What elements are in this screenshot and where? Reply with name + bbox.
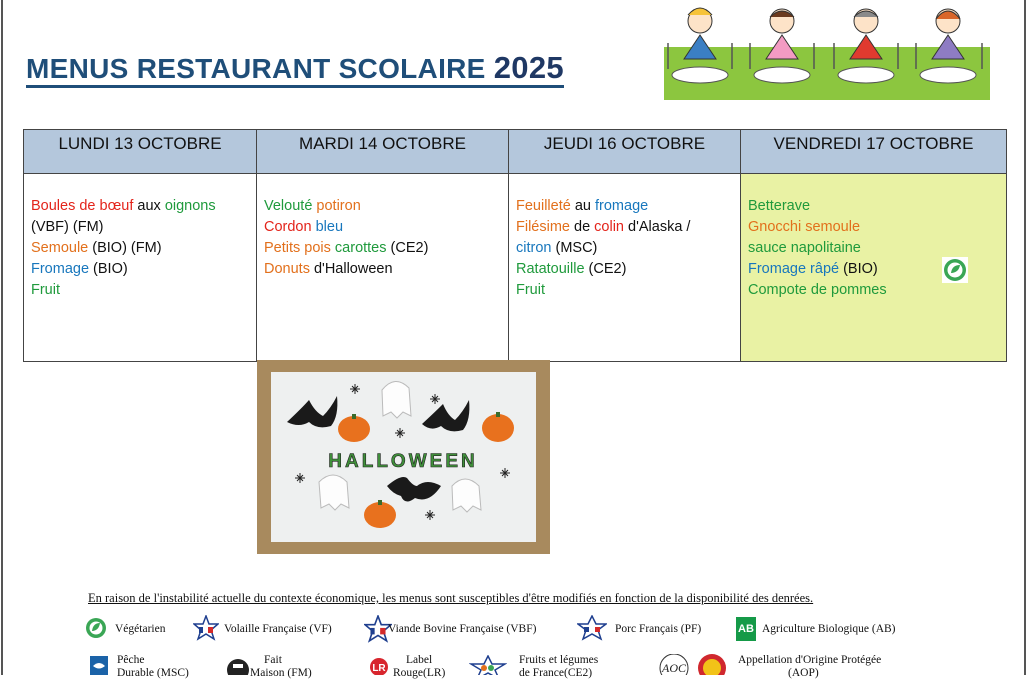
vegetarian-icon <box>942 257 968 283</box>
weekly-menu-table <box>23 129 1007 362</box>
menu-cell-tuesday: Velouté potiron Cordon bleu Petits pois carottes (CE2) Donuts d'Halloween <box>257 174 509 362</box>
fruits-vegetables-france-logo-icon <box>469 655 507 675</box>
page-border-left <box>1 0 3 675</box>
legend-french-pork: Porc Français (PF) <box>615 623 702 635</box>
legend-msc-line2: Durable (MSC) <box>117 667 189 679</box>
label-rouge-logo-icon <box>366 656 392 675</box>
child-1 <box>684 8 716 59</box>
halloween-word: HALLOWEEN <box>328 451 478 472</box>
legend-homemade-line2: Maison (FM) <box>250 667 312 679</box>
legend-label-rouge-line1: Label <box>406 654 433 666</box>
legend-ce2-line2: de France(CE2) <box>519 667 593 679</box>
page-title: MENUS RESTAURANT SCOLAIRE 2025 <box>26 52 564 88</box>
day-header-friday: VENDREDI 17 OCTOBRE <box>741 130 1007 174</box>
menu-cell-thursday: Feuilleté au fromage Filésime de colin d'Alaska / citron (MSC) Ratatouille (CE2) Fruit <box>509 174 741 362</box>
child-3 <box>850 9 882 59</box>
organic-ab-logo-icon <box>736 617 756 641</box>
menu-cell-friday: Betterave Gnocchi semoule sauce napolitaine Fromage râpé (BIO) Compote de pommes <box>741 174 1007 362</box>
svg-text:AB: AB <box>738 623 754 635</box>
day-header-monday: LUNDI 13 OCTOBRE <box>24 130 257 174</box>
legend-aop-line2: (AOP) <box>788 667 819 679</box>
legend-french-beef: Viande Bovine Française (VBF) <box>388 623 537 635</box>
legend-ce2-line1: Fruits et légumes <box>519 654 599 666</box>
msc-fish-logo-icon <box>90 656 108 675</box>
legend-msc-line1: Pêche <box>117 654 145 666</box>
french-pork-logo-icon <box>577 615 607 641</box>
page-title-year: 2025 <box>493 50 564 85</box>
legend-label-rouge-line2: Rouge(LR) <box>393 667 446 679</box>
child-4 <box>932 9 964 59</box>
availability-notice: En raison de l'instabilité actuelle du contexte économique, les menus sont susceptibles d'être modifiés en fonction de la disponibilité des denrées. <box>88 591 814 605</box>
svg-text:AOC: AOC <box>662 661 686 675</box>
vegetarian-icon <box>85 617 107 639</box>
aoc-aop-logos-icon <box>656 654 732 675</box>
children-at-table-illustration <box>664 3 990 100</box>
halloween-cookies-image <box>257 360 550 554</box>
legend-french-poultry: Volaille Française (VF) <box>224 623 332 635</box>
page-border-right <box>1024 0 1026 675</box>
day-header-thursday: JEUDI 16 OCTOBRE <box>509 130 741 174</box>
svg-text:LR: LR <box>372 663 386 674</box>
legend-homemade-line1: Fait <box>264 654 282 666</box>
french-poultry-logo-icon <box>193 615 219 641</box>
day-header-tuesday: MARDI 14 OCTOBRE <box>257 130 509 174</box>
menu-cell-monday: Boules de bœuf aux oignons (VBF) (FM) Semoule (BIO) (FM) Fromage (BIO) Fruit <box>24 174 257 362</box>
legend-vegetarian: Végétarien <box>115 623 166 635</box>
legend-organic: Agriculture Biologique (AB) <box>762 623 896 635</box>
legend-aop-line1: Appellation d'Origine Protégée <box>738 654 882 666</box>
homemade-chef-icon <box>226 658 250 675</box>
child-2 <box>766 9 798 59</box>
